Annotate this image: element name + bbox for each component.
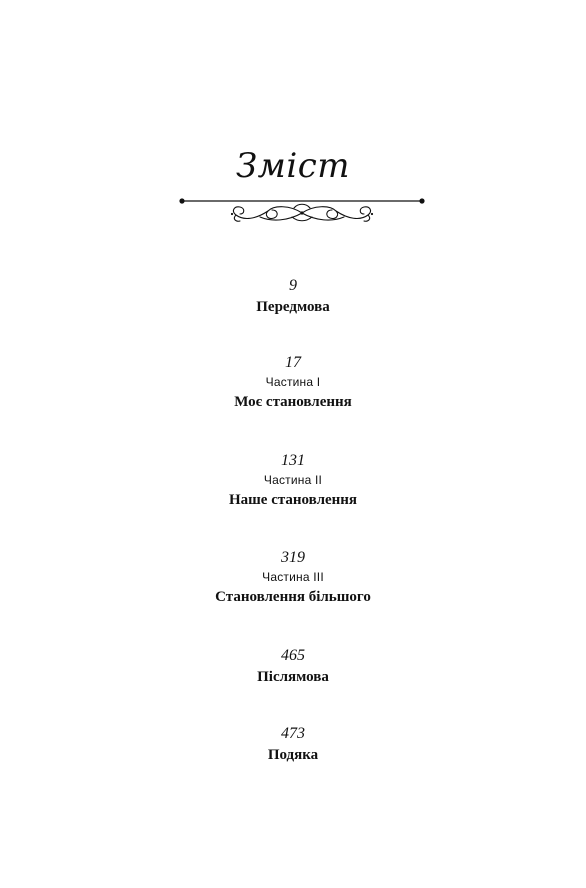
toc-entry-acknowledgements[interactable] [0, 724, 586, 766]
toc-page-number: 17 [285, 354, 301, 371]
toc-page-number: 473 [281, 725, 305, 742]
toc-entry-title: Післямова [257, 669, 329, 685]
toc-part-label: Частина ІІІ [262, 570, 324, 584]
toc-page-number: 9 [289, 277, 297, 294]
toc-entry-title: Подяка [267, 747, 319, 763]
toc-entry-part-2[interactable] [0, 451, 586, 511]
toc-entry-epilogue[interactable] [0, 646, 586, 688]
toc-entry-preface[interactable] [0, 276, 586, 318]
page-title: Зміст [235, 146, 351, 186]
toc-page-number: 465 [281, 647, 305, 664]
toc-part-label: Частина ІІ [263, 473, 323, 487]
toc-entry-title: Становлення більшого [215, 589, 371, 605]
flourish-divider-icon [176, 193, 428, 227]
toc-entry-title: Моє становлення [234, 394, 352, 410]
toc-part-label: Частина І [265, 375, 321, 389]
toc-entry-part-3[interactable] [0, 548, 586, 608]
toc-entry-part-1[interactable] [0, 353, 586, 413]
toc-entry-title: Наше становлення [228, 492, 358, 508]
toc-entry-title: Передмова [256, 299, 330, 315]
toc-page-number: 319 [281, 549, 305, 566]
toc-page-number: 131 [281, 452, 305, 469]
